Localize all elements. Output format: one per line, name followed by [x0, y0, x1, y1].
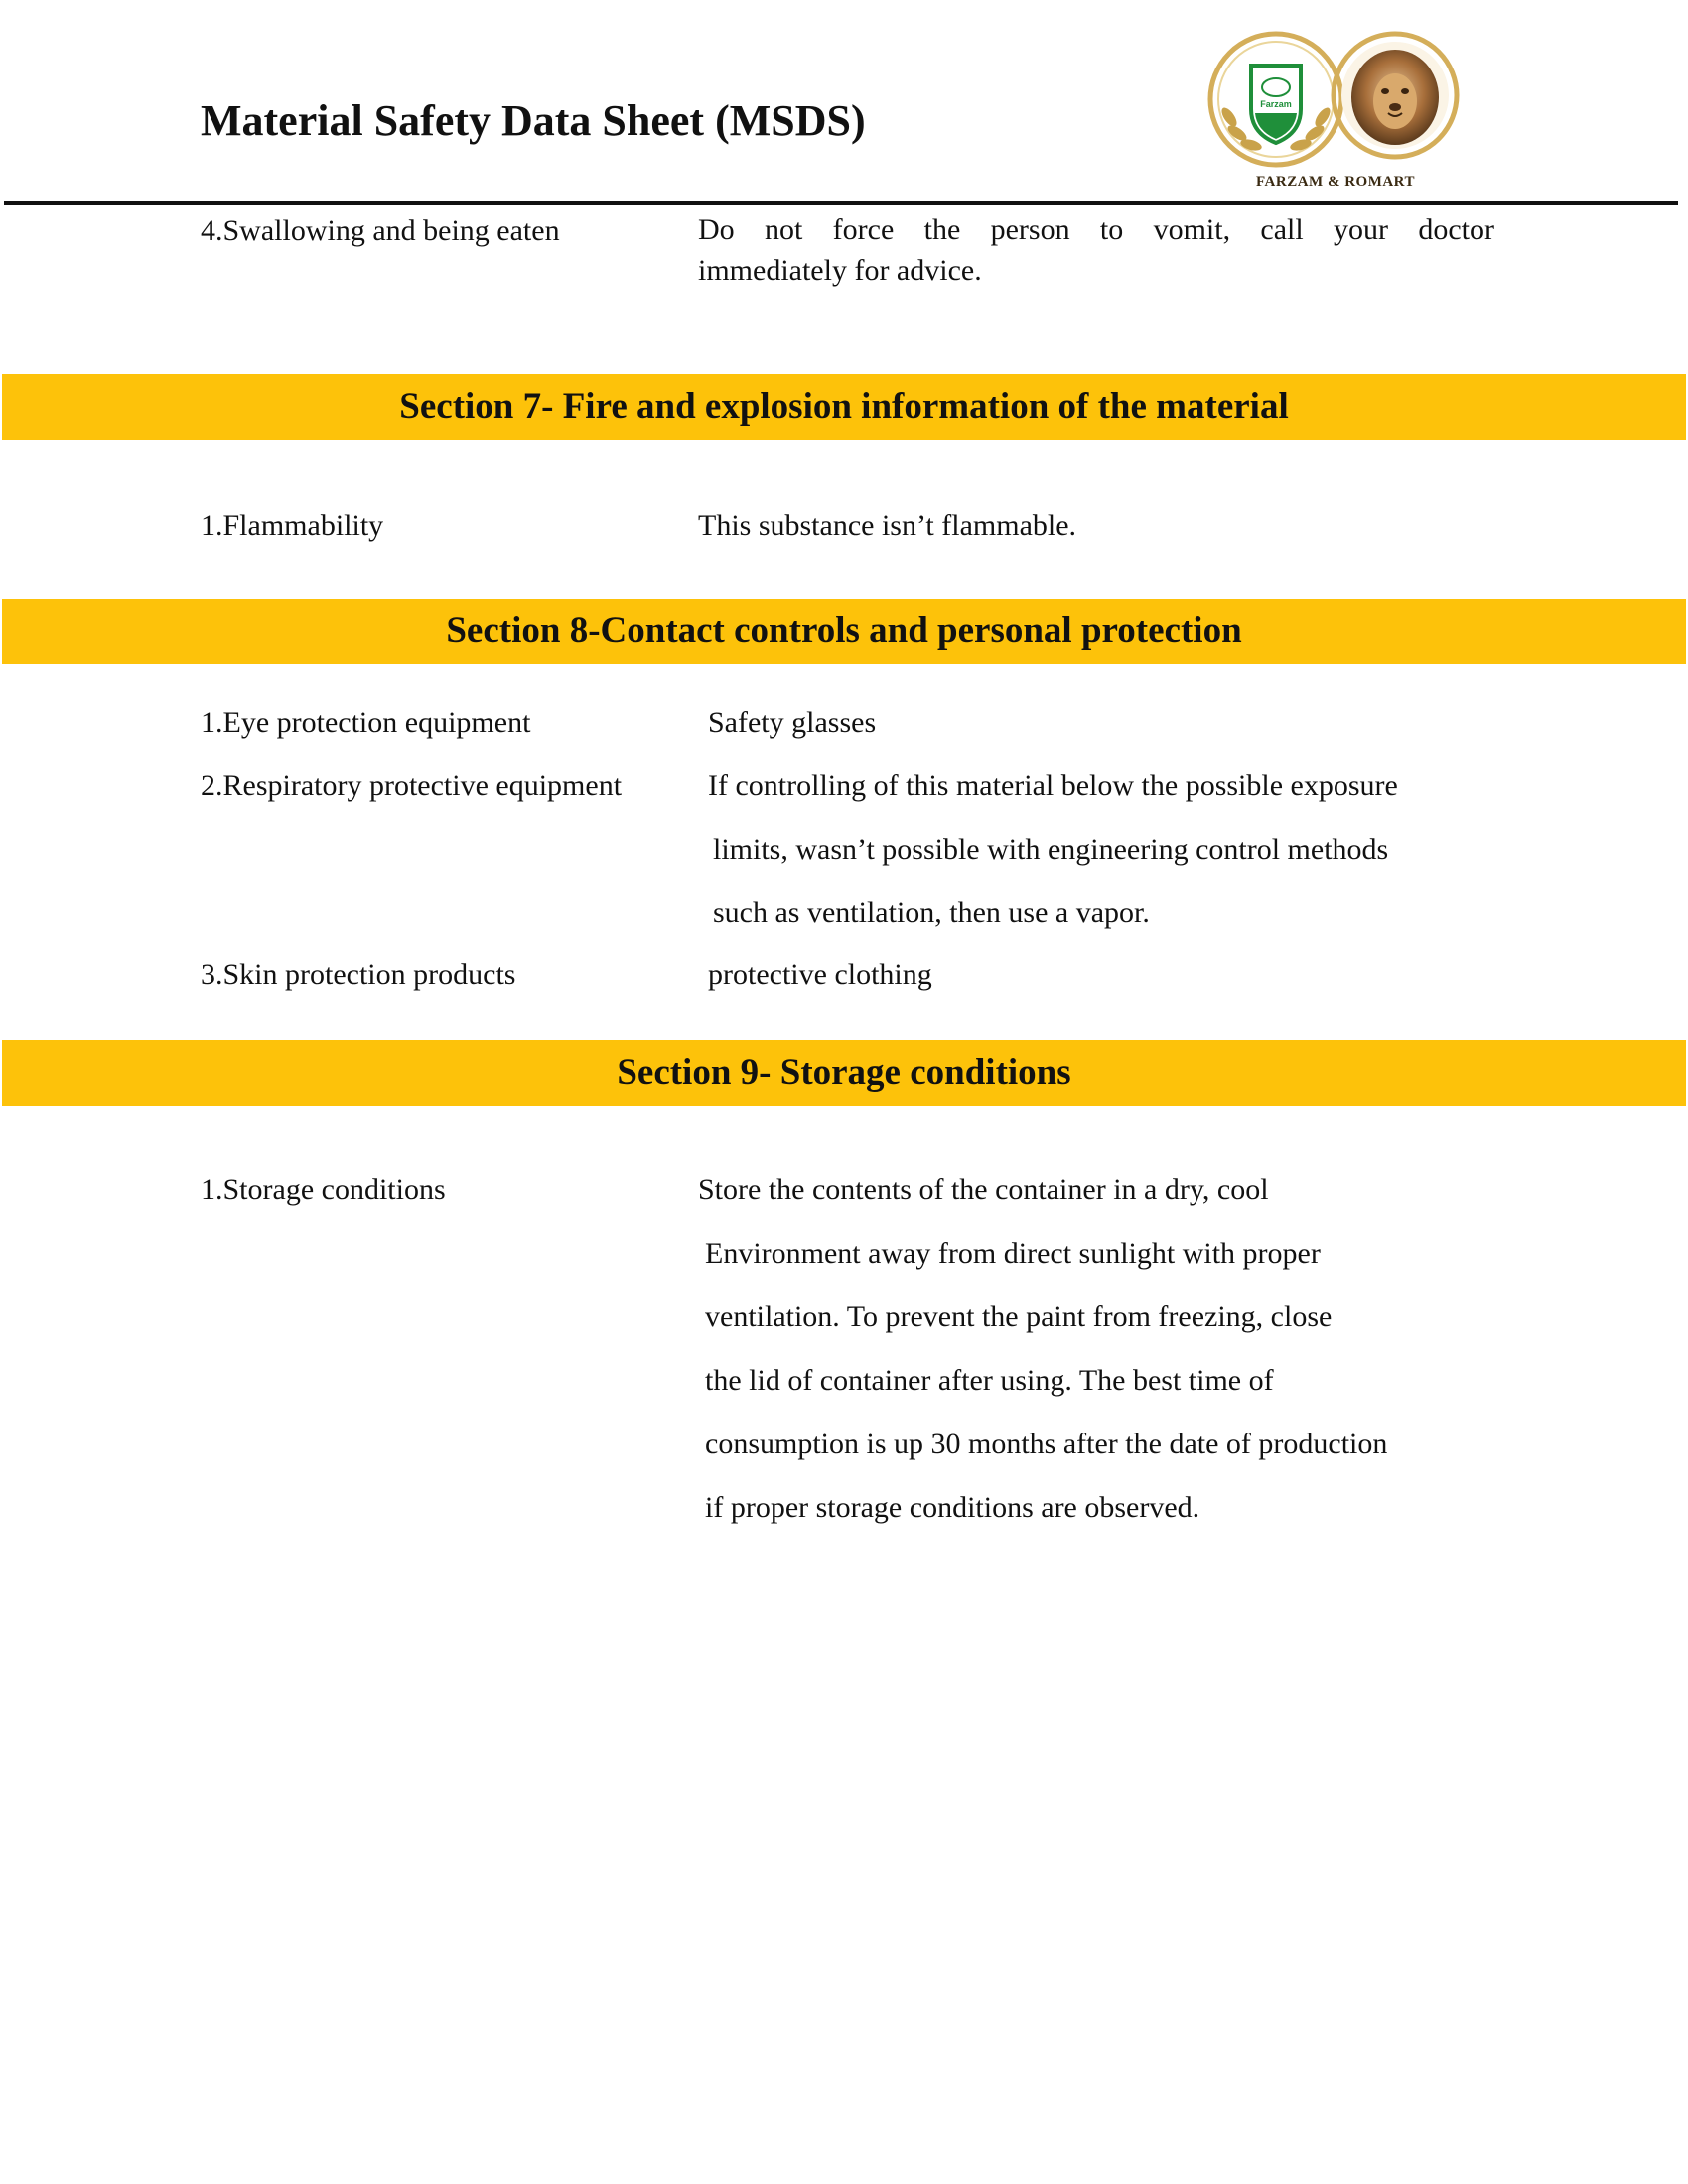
storage-line-1: Store the contents of the container in a dry, cool	[698, 1173, 1269, 1206]
respiratory-protection-line-1: If controlling of this material below the possible exposure	[708, 769, 1398, 802]
storage-line-4: the lid of container after using. The best time of	[705, 1364, 1274, 1397]
logo-caption: FARZAM & ROMART	[1255, 174, 1415, 190]
swallowing-value	[698, 209, 1494, 291]
flammability-value: This substance isn’t flammable.	[698, 509, 1077, 542]
storage-line-3: ventilation. To prevent the paint from freezing, close	[705, 1300, 1333, 1333]
eye-protection-value: Safety glasses	[708, 706, 877, 739]
storage-conditions-label: 1.Storage conditions	[201, 1173, 446, 1206]
section-7-heading: Section 7- Fire and explosion information of the material	[2, 374, 1686, 440]
document-title: Material Safety Data Sheet (MSDS)	[201, 96, 866, 145]
section-8-heading: Section 8-Contact controls and personal protection	[2, 599, 1686, 664]
section-9-heading: Section 9- Storage conditions	[2, 1040, 1686, 1106]
storage-line-5: consumption is up 30 months after the date of production	[705, 1428, 1388, 1460]
header-divider	[4, 201, 1678, 205]
flammability-label: 1.Flammability	[201, 509, 384, 542]
svg-text:Farzam: Farzam	[1260, 99, 1292, 109]
respiratory-protection-line-3: such as ventilation, then use a vapor.	[713, 896, 1150, 929]
skin-protection-value: protective clothing	[708, 958, 932, 991]
swallowing-label: 4.Swallowing and being eaten	[201, 214, 560, 247]
storage-line-2: Environment away from direct sunlight with proper	[705, 1237, 1321, 1270]
respiratory-protection-line-2: limits, wasn’t possible with engineering control methods	[713, 833, 1389, 866]
swallowing-value-line-2: immediately for advice.	[698, 254, 982, 287]
company-logo	[1201, 18, 1470, 197]
respiratory-protection-label: 2.Respiratory protective equipment	[201, 769, 623, 802]
logo-emblem-icon	[1201, 18, 1470, 177]
storage-line-6: if proper storage conditions are observed.	[705, 1491, 1200, 1524]
swallowing-value-line-1: Do not force the person to vomit, call your doctor	[698, 213, 1494, 246]
eye-protection-label: 1.Eye protection equipment	[201, 706, 531, 739]
skin-protection-label: 3.Skin protection products	[201, 958, 516, 991]
